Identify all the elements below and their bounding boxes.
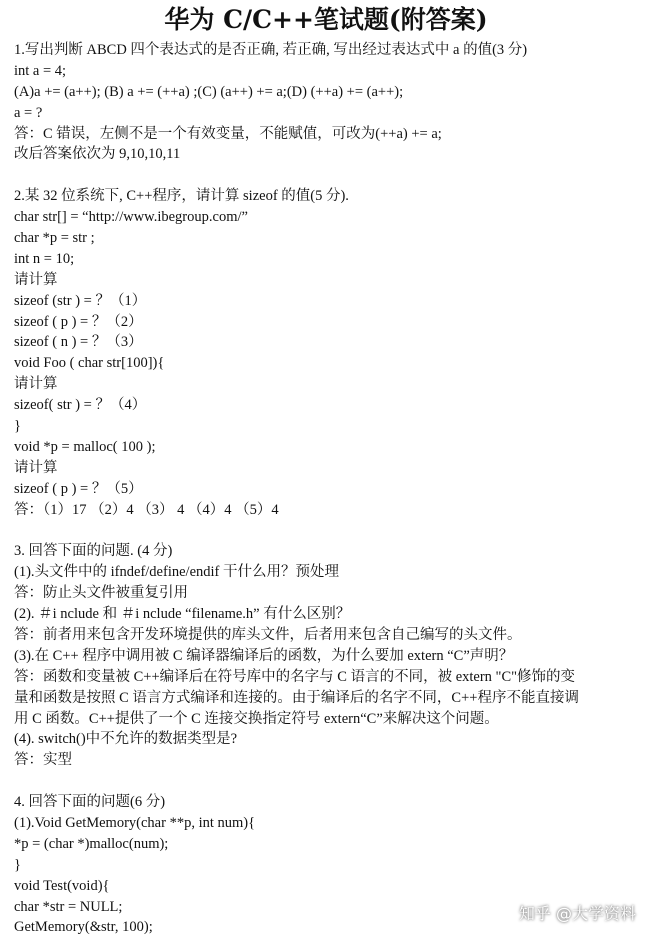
text-line: 答：前者用来包含开发环境提供的库头文件，后者用来包含自己编写的头文件。 bbox=[14, 626, 522, 643]
text-line: void *p = malloc( 100 ); bbox=[14, 438, 156, 455]
text-line: 请计算 bbox=[14, 459, 58, 476]
text-line: } bbox=[14, 418, 21, 435]
text-line: char str[] = “http://www.ibegroup.com/” bbox=[14, 209, 248, 226]
text-line: 4. 回答下面的问题(6 分) bbox=[14, 794, 166, 811]
text-line: (1).Void GetMemory(char **p, int num){ bbox=[14, 814, 256, 831]
text-line: sizeof( str ) = ？（4） bbox=[14, 397, 147, 414]
text-line: void Test(void){ bbox=[14, 877, 110, 894]
text-line: void Foo ( char str[100]){ bbox=[14, 355, 165, 372]
document-body bbox=[14, 40, 644, 936]
text-line: 改后答案依次为 9,10,10,11 bbox=[14, 146, 181, 163]
text-line: 答：函数和变量被 C++编译后在符号库中的名字与 C 语言的不同，被 extern "C"修饰的变 bbox=[14, 668, 576, 685]
text-line: 请计算 bbox=[14, 376, 58, 393]
text-line: (2). ＃i nclude 和 ＃i nclude “filename.h” 有什么区别？ bbox=[14, 606, 351, 623]
text-line: 量和函数是按照 C 语言方式编译和连接的。由于编译后的名字不同，C++程序不能直接调 bbox=[14, 689, 579, 706]
blank-line bbox=[14, 165, 644, 186]
text-line: char *p = str ; bbox=[14, 230, 95, 247]
text-line: (3).在 C++ 程序中调用被 C 编译器编译后的函数，为什么要加 extern “C”声明？ bbox=[14, 647, 514, 664]
text-line: 2.某 32 位系统下, C++程序，请计算 sizeof 的值(5 分). bbox=[14, 188, 349, 205]
text-line: 答：（1）17 （2）4 （3） 4 （4）4 （5）4 bbox=[14, 501, 279, 518]
text-line: (1).头文件中的 ifndef/define/endif 干什么用？预处理 bbox=[14, 564, 339, 581]
text-line: 1.写出判断 ABCD 四个表达式的是否正确, 若正确, 写出经过表达式中 a 的值(3 分) bbox=[14, 42, 528, 58]
text-line: int a = 4; bbox=[14, 62, 67, 79]
text-line: *p = (char *)malloc(num); bbox=[14, 835, 169, 852]
text-line: sizeof ( p ) = ？（2） bbox=[14, 313, 143, 330]
blank-line bbox=[14, 771, 644, 792]
text-line: int n = 10; bbox=[14, 250, 75, 267]
text-line: 请计算 bbox=[14, 271, 58, 288]
text-line: 答：C 错误，左侧不是一个有效变量，不能赋值，可改为(++a) += a; bbox=[14, 125, 442, 142]
text-line: sizeof (str ) = ？（1） bbox=[14, 292, 147, 309]
text-line: 答：实型 bbox=[14, 752, 72, 769]
text-line: (4). switch()中不允许的数据类型是? bbox=[14, 731, 238, 748]
text-line: } bbox=[14, 856, 21, 873]
text-line: sizeof ( p ) = ？（5） bbox=[14, 480, 143, 497]
text-line: 3. 回答下面的问题. (4 分) bbox=[14, 543, 173, 560]
text-line: GetMemory(&str, 100); bbox=[14, 919, 153, 936]
text-line: char *str = NULL; bbox=[14, 898, 123, 915]
blank-line bbox=[14, 520, 644, 541]
text-line: (A)a += (a++); (B) a += (++a) ;(C) (a++) += a;(D) (++a) += (a++); bbox=[14, 83, 404, 100]
watermark-text: 知乎 @大学资料 bbox=[518, 904, 636, 923]
text-line: 答：防止头文件被重复引用 bbox=[14, 585, 188, 602]
text-line: sizeof ( n ) = ？（3） bbox=[14, 334, 143, 351]
document-title: 华为 C/C++笔试题(附答案) bbox=[164, 5, 488, 34]
text-line: 用 C 函数。C++提供了一个 C 连接交换指定符号 extern“C”来解决这个问题。 bbox=[14, 710, 499, 727]
text-line: a = ? bbox=[14, 104, 43, 121]
